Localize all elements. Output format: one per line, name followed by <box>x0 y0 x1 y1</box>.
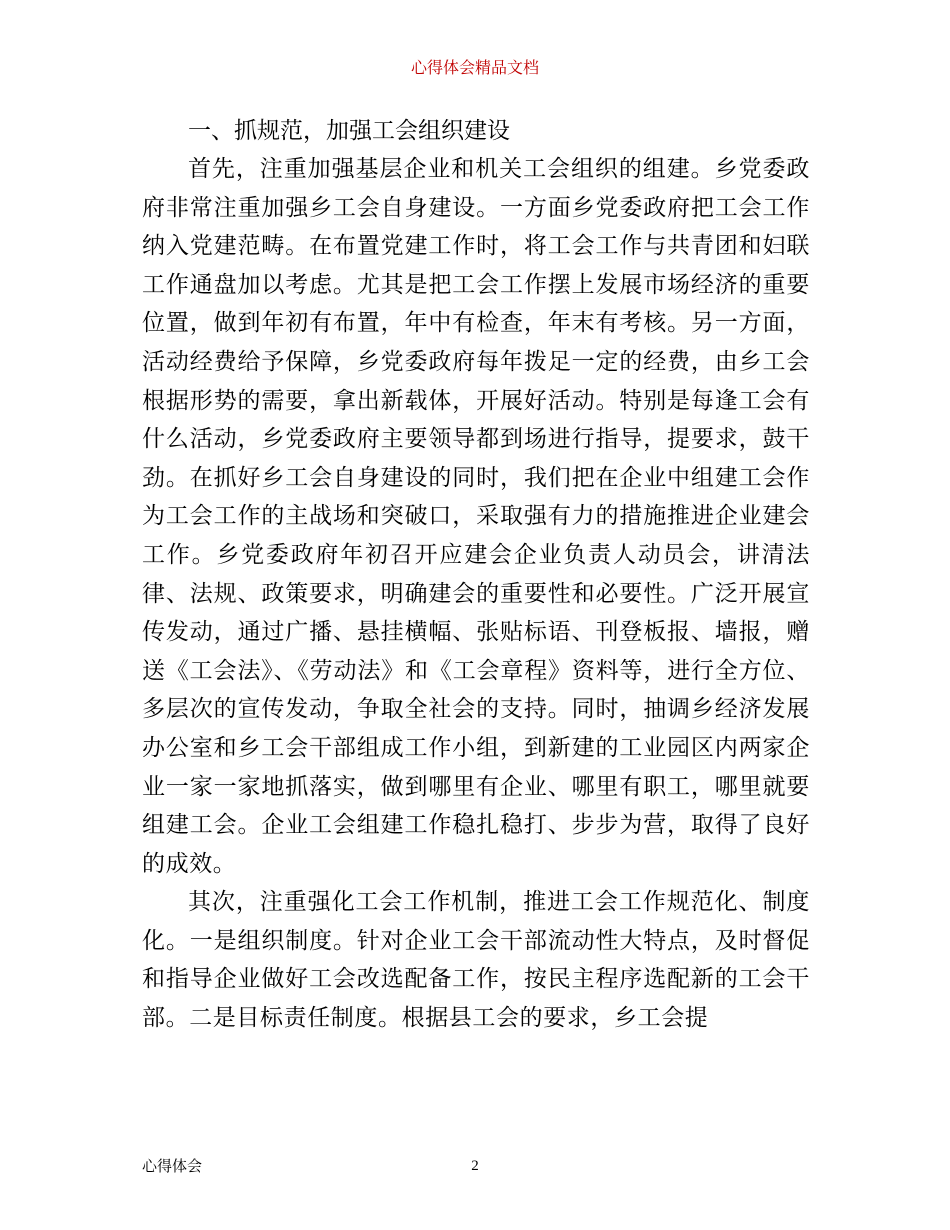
section-heading: 一、抓规范，加强工会组织建设 <box>188 118 510 144</box>
document-body <box>142 112 810 1038</box>
body-paragraph-2: 其次，注重强化工会工作机制，推进工会工作规范化、制度化。一是组织制度。针对企业工会干部流动性大特点，及时督促和指导企业做好工会改选配备工作，按民主程序选配新的工会干部。二是目标责任制度。根据县工会的要求，乡工会提 <box>142 889 810 1032</box>
page-header-title: 心得体会精品文档 <box>410 58 539 77</box>
page-number: 2 <box>471 1158 479 1174</box>
footer-label: 心得体会 <box>142 1157 203 1175</box>
body-paragraph-1: 首先，注重加强基层企业和机关工会组织的组建。乡党委政府非常注重加强乡工会自身建设。一方面乡党委政府把工会工作纳入党建范畴。在布置党建工作时，将工会工作与共青团和妇联工作通盘加以考虑。尤其是把工会工作摆上发展市场经济的重要位置，做到年初有布置，年中有检查，年末有考核。另一方面，活动经费给予保障，乡党委政府每年拨足一定的经费，由乡工会根据形势的需要，拿出新载体，开展好活动。特别是每逢工会有什么活动，乡党委政府主要领导都到场进行指导，提要求，鼓干劲。在抓好乡工会自身建设的同时，我们把在企业中组建工会作为工会工作的主战场和突破口，采取强有力的措施推进企业建会工作。乡党委政府年初召开应建会企业负责人动员会，讲清法律、法规、政策要求，明确建会的重要性和必要性。广泛开展宣传发动，通过广播、悬挂横幅、张贴标语、刊登板报、墙报，赠送《工会法》、《劳动法》和《工会章程》资料等，进行全方位、多层次的宣传发动，争取全社会的支持。同时，抽调乡经济发展办公室和乡工会干部组成工作小组，到新建的工业园区内两家企业一家一家地抓落实，做到哪里有企业、哪里有职工，哪里就要组建工会。企业工会组建工作稳扎稳打、步步为营，取得了良好的成效。 <box>142 156 810 877</box>
